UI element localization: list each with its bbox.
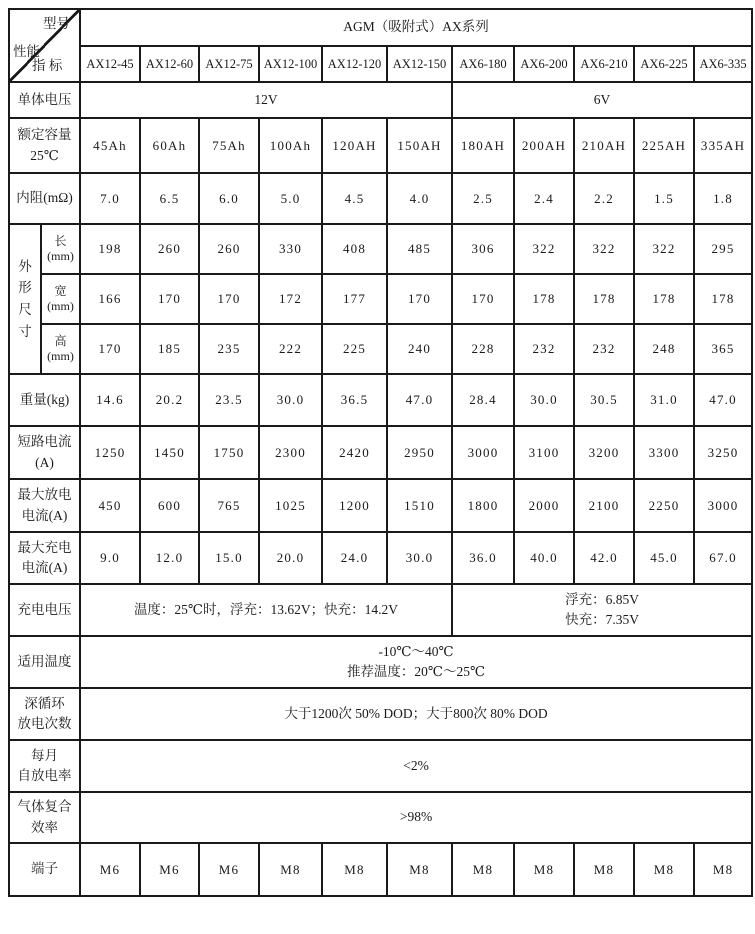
- spec-table-body: [9, 9, 752, 896]
- row-label-max-discharge-current: 最大放电 电流(A): [9, 479, 80, 532]
- value-cell: 45.0: [634, 532, 694, 584]
- table-row-dimensions-1: [9, 274, 752, 324]
- value-cell: M8: [387, 843, 452, 896]
- value-cell: 2950: [387, 426, 452, 479]
- value-cell: 170: [80, 324, 140, 374]
- value-cell: 200AH: [514, 118, 574, 173]
- value-cell: 600: [140, 479, 199, 532]
- value-cell: 185: [140, 324, 199, 374]
- value-cell: 5.0: [259, 173, 322, 224]
- value-cell: 178: [694, 274, 752, 324]
- value-cell: 42.0: [574, 532, 634, 584]
- value-cell: 40.0: [514, 532, 574, 584]
- row-label-rated-capacity: 额定容量 25℃: [9, 118, 80, 173]
- value-cell: 210AH: [574, 118, 634, 173]
- value-cell: 150AH: [387, 118, 452, 173]
- model-header: AX12-150: [387, 46, 452, 82]
- value-cell: 1025: [259, 479, 322, 532]
- value-cell: 2250: [634, 479, 694, 532]
- table-row-rated-capacity: [9, 118, 752, 173]
- value-cell: 322: [634, 224, 694, 274]
- value-cell: 3300: [634, 426, 694, 479]
- value-cell: 60Ah: [140, 118, 199, 173]
- value-cell: 30.5: [574, 374, 634, 426]
- sub-row-label: 高 (mm): [41, 324, 80, 374]
- merged-cell-12v: 温度：25℃时，浮充：13.62V；快充：14.2V: [80, 584, 452, 636]
- row-label-operating-temperature: 适用温度: [9, 636, 80, 688]
- value-cell: 3250: [694, 426, 752, 479]
- merged-cell-12v: 12V: [80, 82, 452, 118]
- value-cell: M6: [199, 843, 259, 896]
- value-cell: 228: [452, 324, 514, 374]
- header-row: [9, 9, 752, 46]
- value-cell: 4.5: [322, 173, 387, 224]
- value-cell: 2000: [514, 479, 574, 532]
- value-cell: 170: [140, 274, 199, 324]
- value-cell: 225AH: [634, 118, 694, 173]
- table-row-short-circuit-current: [9, 426, 752, 479]
- value-cell: 765: [199, 479, 259, 532]
- table-row-dimensions-0: [9, 224, 752, 274]
- value-cell: 172: [259, 274, 322, 324]
- value-cell: 36.5: [322, 374, 387, 426]
- value-cell: M6: [140, 843, 199, 896]
- value-cell: 28.4: [452, 374, 514, 426]
- value-cell: M8: [634, 843, 694, 896]
- row-label-cell-voltage: 单体电压: [9, 82, 80, 118]
- value-cell: M6: [80, 843, 140, 896]
- value-cell: 235: [199, 324, 259, 374]
- value-cell: 2.5: [452, 173, 514, 224]
- row-label-gas-recombination-efficiency: 气体复合 效率: [9, 792, 80, 843]
- value-cell: 365: [694, 324, 752, 374]
- value-cell: 1800: [452, 479, 514, 532]
- table-row-max-discharge-current: [9, 479, 752, 532]
- model-header: AX12-45: [80, 46, 140, 82]
- value-cell: 7.0: [80, 173, 140, 224]
- value-cell: 2.2: [574, 173, 634, 224]
- value-cell: 100Ah: [259, 118, 322, 173]
- model-header: AX12-120: [322, 46, 387, 82]
- value-cell: 260: [140, 224, 199, 274]
- value-cell: 306: [452, 224, 514, 274]
- value-cell: M8: [694, 843, 752, 896]
- model-header: AX12-100: [259, 46, 322, 82]
- value-cell: 222: [259, 324, 322, 374]
- value-cell: 232: [574, 324, 634, 374]
- merged-cell-6v: 浮充：6.85V 快充：7.35V: [452, 584, 752, 636]
- value-cell: 75Ah: [199, 118, 259, 173]
- value-cell: 36.0: [452, 532, 514, 584]
- value-cell: 3100: [514, 426, 574, 479]
- value-cell: 170: [452, 274, 514, 324]
- model-header: AX6-180: [452, 46, 514, 82]
- row-label-weight: 重量(kg): [9, 374, 80, 426]
- value-cell: 120AH: [322, 118, 387, 173]
- row-label-max-charge-current: 最大充电 电流(A): [9, 532, 80, 584]
- value-cell: 9.0: [80, 532, 140, 584]
- corner-label-model: 型号: [43, 16, 70, 31]
- corner-label-index: 指 标: [32, 57, 63, 73]
- table-row-monthly-self-discharge: [9, 740, 752, 792]
- table-row-weight: [9, 374, 752, 426]
- value-cell: M8: [322, 843, 387, 896]
- value-cell: 2100: [574, 479, 634, 532]
- value-cell: 248: [634, 324, 694, 374]
- value-cell: 178: [514, 274, 574, 324]
- value-cell: M8: [514, 843, 574, 896]
- value-cell: 260: [199, 224, 259, 274]
- row-label-dimensions: 外 形 尺 寸: [9, 224, 41, 374]
- value-cell: 232: [514, 324, 574, 374]
- value-cell: 67.0: [694, 532, 752, 584]
- table-row-internal-resistance: [9, 173, 752, 224]
- merged-cell: -10℃～40℃ 推荐温度：20℃～25℃: [80, 636, 752, 688]
- value-cell: 178: [634, 274, 694, 324]
- merged-cell: <2%: [80, 740, 752, 792]
- value-cell: 1750: [199, 426, 259, 479]
- value-cell: 15.0: [199, 532, 259, 584]
- value-cell: 31.0: [634, 374, 694, 426]
- value-cell: 170: [387, 274, 452, 324]
- battery-spec-table: [8, 8, 753, 897]
- model-header: AX6-200: [514, 46, 574, 82]
- value-cell: 225: [322, 324, 387, 374]
- table-row-dimensions-2: [9, 324, 752, 374]
- table-row-charge-voltage: [9, 584, 752, 636]
- value-cell: 408: [322, 224, 387, 274]
- value-cell: 240: [387, 324, 452, 374]
- value-cell: 1450: [140, 426, 199, 479]
- value-cell: 1510: [387, 479, 452, 532]
- value-cell: 170: [199, 274, 259, 324]
- value-cell: 295: [694, 224, 752, 274]
- value-cell: 47.0: [387, 374, 452, 426]
- merged-cell-6v: 6V: [452, 82, 752, 118]
- value-cell: M8: [452, 843, 514, 896]
- value-cell: 1250: [80, 426, 140, 479]
- value-cell: 23.5: [199, 374, 259, 426]
- row-label-short-circuit-current: 短路电流 (A): [9, 426, 80, 479]
- merged-cell: >98%: [80, 792, 752, 843]
- corner-label-performance: 性能: [13, 44, 40, 59]
- table-row-terminal: [9, 843, 752, 896]
- value-cell: 30.0: [514, 374, 574, 426]
- model-header-row: [9, 46, 752, 82]
- value-cell: 6.5: [140, 173, 199, 224]
- row-label-charge-voltage: 充电电压: [9, 584, 80, 636]
- value-cell: M8: [574, 843, 634, 896]
- value-cell: 322: [574, 224, 634, 274]
- value-cell: 198: [80, 224, 140, 274]
- model-header: AX6-210: [574, 46, 634, 82]
- value-cell: 485: [387, 224, 452, 274]
- value-cell: 14.6: [80, 374, 140, 426]
- value-cell: 178: [574, 274, 634, 324]
- model-header: AX12-75: [199, 46, 259, 82]
- value-cell: 450: [80, 479, 140, 532]
- value-cell: 20.2: [140, 374, 199, 426]
- sub-row-label: 长 (mm): [41, 224, 80, 274]
- value-cell: 3000: [452, 426, 514, 479]
- value-cell: 1.8: [694, 173, 752, 224]
- value-cell: 180AH: [452, 118, 514, 173]
- value-cell: 2420: [322, 426, 387, 479]
- table-row-cell-voltage: [9, 82, 752, 118]
- value-cell: 47.0: [694, 374, 752, 426]
- value-cell: 335AH: [694, 118, 752, 173]
- table-row-gas-recombination-efficiency: [9, 792, 752, 843]
- model-header: AX6-335: [694, 46, 752, 82]
- value-cell: 6.0: [199, 173, 259, 224]
- table-row-operating-temperature: [9, 636, 752, 688]
- row-label-terminal: 端子: [9, 843, 80, 896]
- value-cell: 20.0: [259, 532, 322, 584]
- value-cell: 2.4: [514, 173, 574, 224]
- value-cell: 3200: [574, 426, 634, 479]
- value-cell: 330: [259, 224, 322, 274]
- row-label-deep-cycle-count: 深循环 放电次数: [9, 688, 80, 740]
- row-label-internal-resistance: 内阻(mΩ): [9, 173, 80, 224]
- value-cell: 4.0: [387, 173, 452, 224]
- value-cell: 30.0: [259, 374, 322, 426]
- sub-row-label: 宽 (mm): [41, 274, 80, 324]
- value-cell: 3000: [694, 479, 752, 532]
- corner-cell: [9, 9, 80, 82]
- table-row-deep-cycle-count: [9, 688, 752, 740]
- value-cell: 12.0: [140, 532, 199, 584]
- value-cell: 2300: [259, 426, 322, 479]
- value-cell: 45Ah: [80, 118, 140, 173]
- table-row-max-charge-current: [9, 532, 752, 584]
- value-cell: 24.0: [322, 532, 387, 584]
- series-title: AGM（吸附式）AX系列: [80, 9, 752, 46]
- value-cell: 322: [514, 224, 574, 274]
- merged-cell: 大于1200次 50% DOD；大于800次 80% DOD: [80, 688, 752, 740]
- value-cell: 30.0: [387, 532, 452, 584]
- model-header: AX6-225: [634, 46, 694, 82]
- value-cell: 177: [322, 274, 387, 324]
- value-cell: M8: [259, 843, 322, 896]
- row-label-monthly-self-discharge: 每月 自放电率: [9, 740, 80, 792]
- value-cell: 1.5: [634, 173, 694, 224]
- model-header: AX12-60: [140, 46, 199, 82]
- value-cell: 1200: [322, 479, 387, 532]
- value-cell: 166: [80, 274, 140, 324]
